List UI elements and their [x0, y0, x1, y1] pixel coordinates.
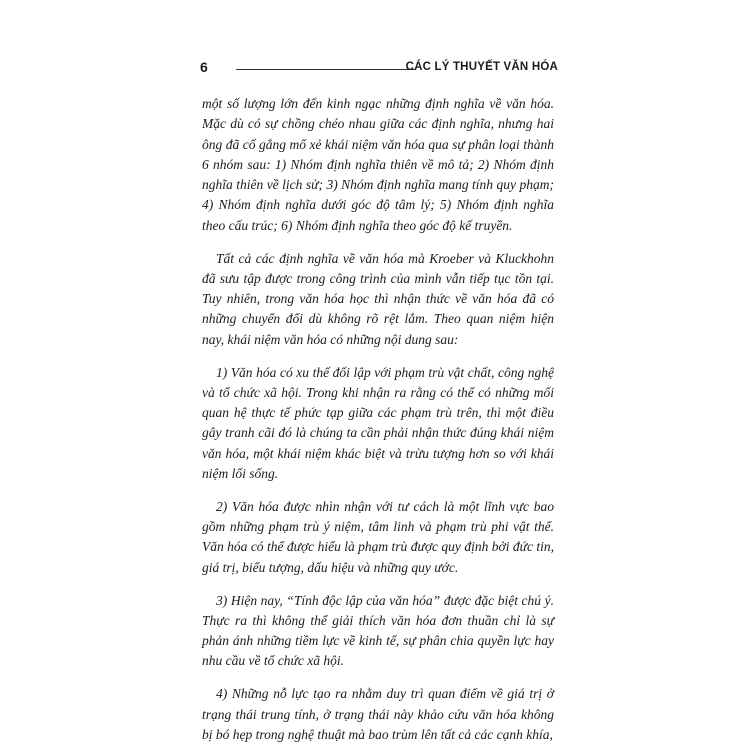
- header-rule: [236, 69, 416, 70]
- paragraph-point-2: 2) Văn hóa được nhìn nhận với tư cách là một lĩnh vực bao gồm những phạm trù ý niệm, tâm linh và phạm trù phi vật thể. Văn hóa có thể được hiểu là phạm trù được quy định bởi đức tin, giá trị, biểu tượng, dấu hiệu và những quy ước.: [202, 498, 554, 575]
- page-header: [200, 58, 558, 76]
- paragraph-kroeber-kluckhohn: Tất cả các định nghĩa về văn hóa mà Kroeber và Kluckhohn đã sưu tập được trong công trình của mình vẫn tiếp tục tồn tại. Tuy nhiên, trong văn hóa học thì nhận thức về văn hóa đã có những chuyển đổi dù không rõ rệt lắm. Theo quan niệm hiện nay, khái niệm văn hóa có những nội dung sau:: [202, 250, 554, 347]
- body-text: [202, 94, 554, 745]
- paragraph-point-4: 4) Những nỗ lực tạo ra nhằm duy trì quan điểm về giá trị ở trạng thái trung tính, ở trạng thái này khảo cứu văn hóa không bị bó hẹp trong nghệ thuật mà bao trùm lên tất cả các cạnh khía,: [202, 686, 554, 742]
- page-number: 6: [200, 59, 208, 75]
- paragraph-point-3: 3) Hiện nay, “Tính độc lập của văn hóa” được đặc biệt chú ý. Thực ra thì không thể giải thích văn hóa đơn thuần chỉ là sự phản ánh những tiềm lực về kinh tế, sự phân chia quyền lực hay nhu cầu về tổ chức xã hội.: [202, 592, 554, 669]
- running-title: CÁC LÝ THUYẾT VĂN HÓA: [405, 61, 558, 73]
- paragraph-continuation: một số lượng lớn đến kinh ngạc những định nghĩa về văn hóa. Mặc dù có sự chồng chéo nhau giữa các định nghĩa, nhưng hai ông đã cố gắng mổ xẻ khái niệm văn hóa qua sự phân loại thành 6 nhóm sau: 1) Nhóm định nghĩa thiên về mô tả; 2) Nhóm định nghĩa thiên về lịch sử; 3) Nhóm định nghĩa mang tính quy phạm; 4) Nhóm định nghĩa dưới góc độ tâm lý; 5) Nhóm định nghĩa theo cấu trúc; 6) Nhóm định nghĩa theo góc độ kế truyền.: [202, 96, 554, 233]
- paragraph-point-1: 1) Văn hóa có xu thế đối lập với phạm trù vật chất, công nghệ và tổ chức xã hội. Trong khi nhận ra rằng có thể có những mối quan hệ thực tế phức tạp giữa các phạm trù trên, thì một điều gây tranh cãi đó là chúng ta cần phải nhận thức đúng khái niệm văn hóa, một khái niệm khác biệt và trừu tượng hơn so với khái niệm lối sống.: [202, 364, 554, 482]
